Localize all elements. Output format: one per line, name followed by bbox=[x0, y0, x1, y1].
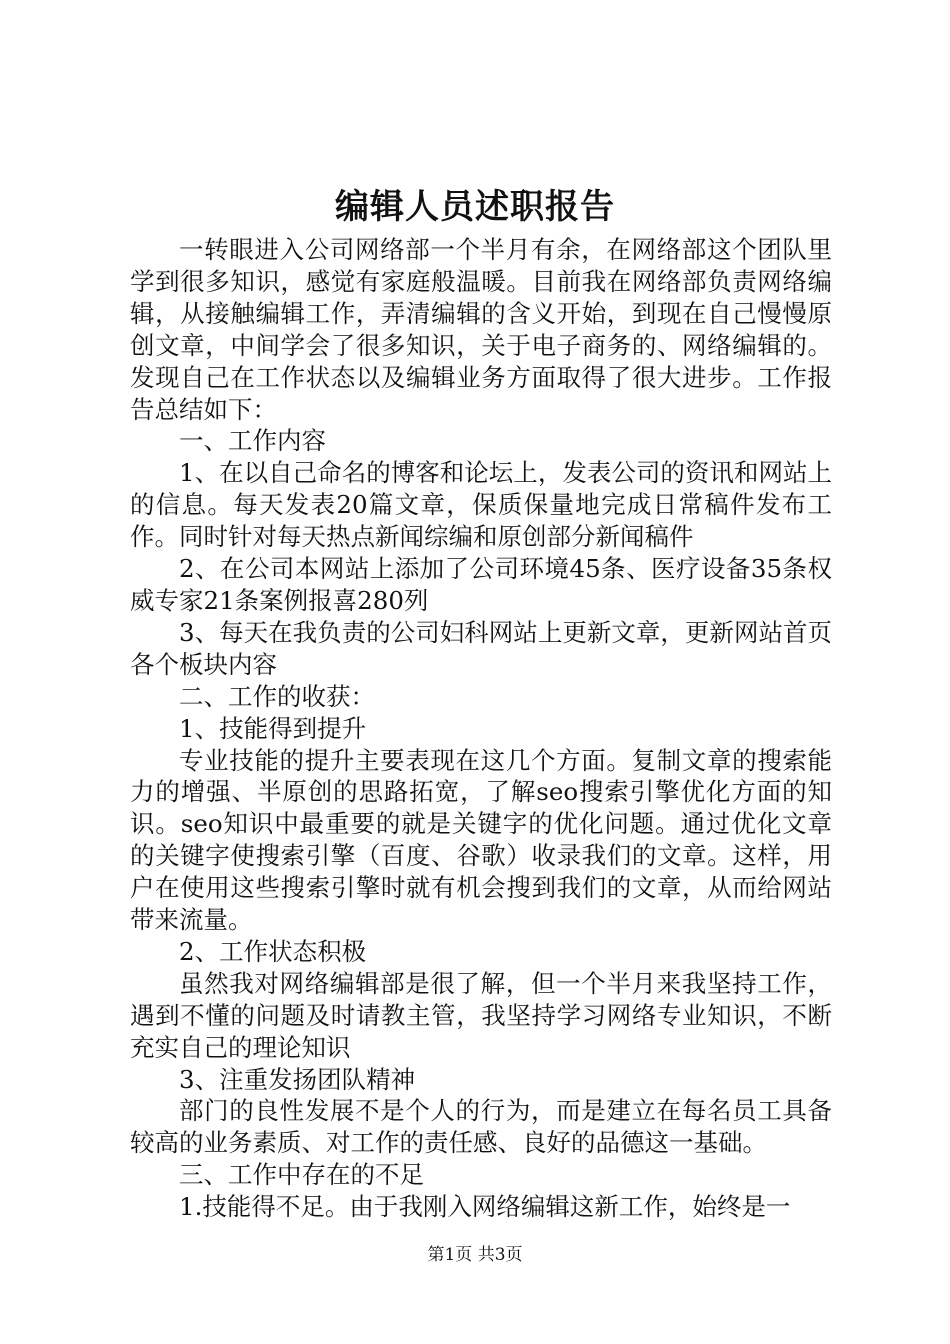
paragraph-skills: 专业技能的提升主要表现在这几个方面。复制文章的搜索能力的增强、半原创的思路拓宽，了解seo搜索引擎优化方面的知识。seo知识中最重要的就是关键字的优化问题。通过优化文章的关键字使搜索引擎（百度、谷歌）收录我们的文章。这样，用户在使用这些搜索引擎时就有机会搜到我们的文章，从而给网站带来流量。 bbox=[130, 745, 832, 935]
paragraph-team-spirit: 部门的良性发展不是个人的行为，而是建立在每名员工具备较高的业务素质、对工作的责任感、良好的品德这一基础。 bbox=[130, 1096, 832, 1158]
subheading-team-spirit: 3、注重发扬团队精神 bbox=[179, 1064, 416, 1094]
paragraph-item-3: 3、每天在我负责的公司妇科网站上更新文章，更新网站首页各个板块内容 bbox=[130, 617, 832, 679]
paragraph-shortcoming-1: 1.技能得不足。由于我刚入网络编辑这新工作，始终是一 bbox=[179, 1192, 791, 1222]
heading-shortcomings: 三、工作中存在的不足 bbox=[179, 1160, 424, 1190]
page-footer: 第1页 共3页 bbox=[427, 1245, 523, 1265]
heading-gains: 二、工作的收获： bbox=[179, 681, 375, 711]
paragraph-item-2: 2、在公司本网站上添加了公司环境45条、医疗设备35条权威专家21条案例报喜280列 bbox=[130, 554, 832, 615]
document-body bbox=[130, 234, 832, 1223]
document-title: 编辑人员述职报告 bbox=[335, 187, 615, 227]
paragraph-work-state: 虽然我对网络编辑部是很了解，但一个半月来我坚持工作，遇到不懂的问题及时请教主管，我坚持学习网络专业知识，不断充实自己的理论知识 bbox=[130, 968, 832, 1062]
paragraph-intro: 一转眼进入公司网络部一个半月有余，在网络部这个团队里学到很多知识，感觉有家庭般温暖。目前我在网络部负责网络编辑，从接触编辑工作，弄清编辑的含义开始，到现在自己慢慢原创文章，中间学会了很多知识，关于电子商务的、网络编辑的。发现自己在工作状态以及编辑业务方面取得了很大进步。工作报告总结如下： bbox=[130, 235, 832, 424]
subheading-skills: 1、技能得到提升 bbox=[179, 713, 367, 743]
paragraph-item-1: 1、在以自己命名的博客和论坛上，发表公司的资讯和网站上的信息。每天发表20篇文章，保质保量地完成日常稿件发布工作。同时针对每天热点新闻综编和原创部分新闻稿件 bbox=[130, 458, 832, 552]
heading-work-content: 一、工作内容 bbox=[179, 426, 326, 456]
subheading-work-state: 2、工作状态积极 bbox=[179, 936, 367, 966]
